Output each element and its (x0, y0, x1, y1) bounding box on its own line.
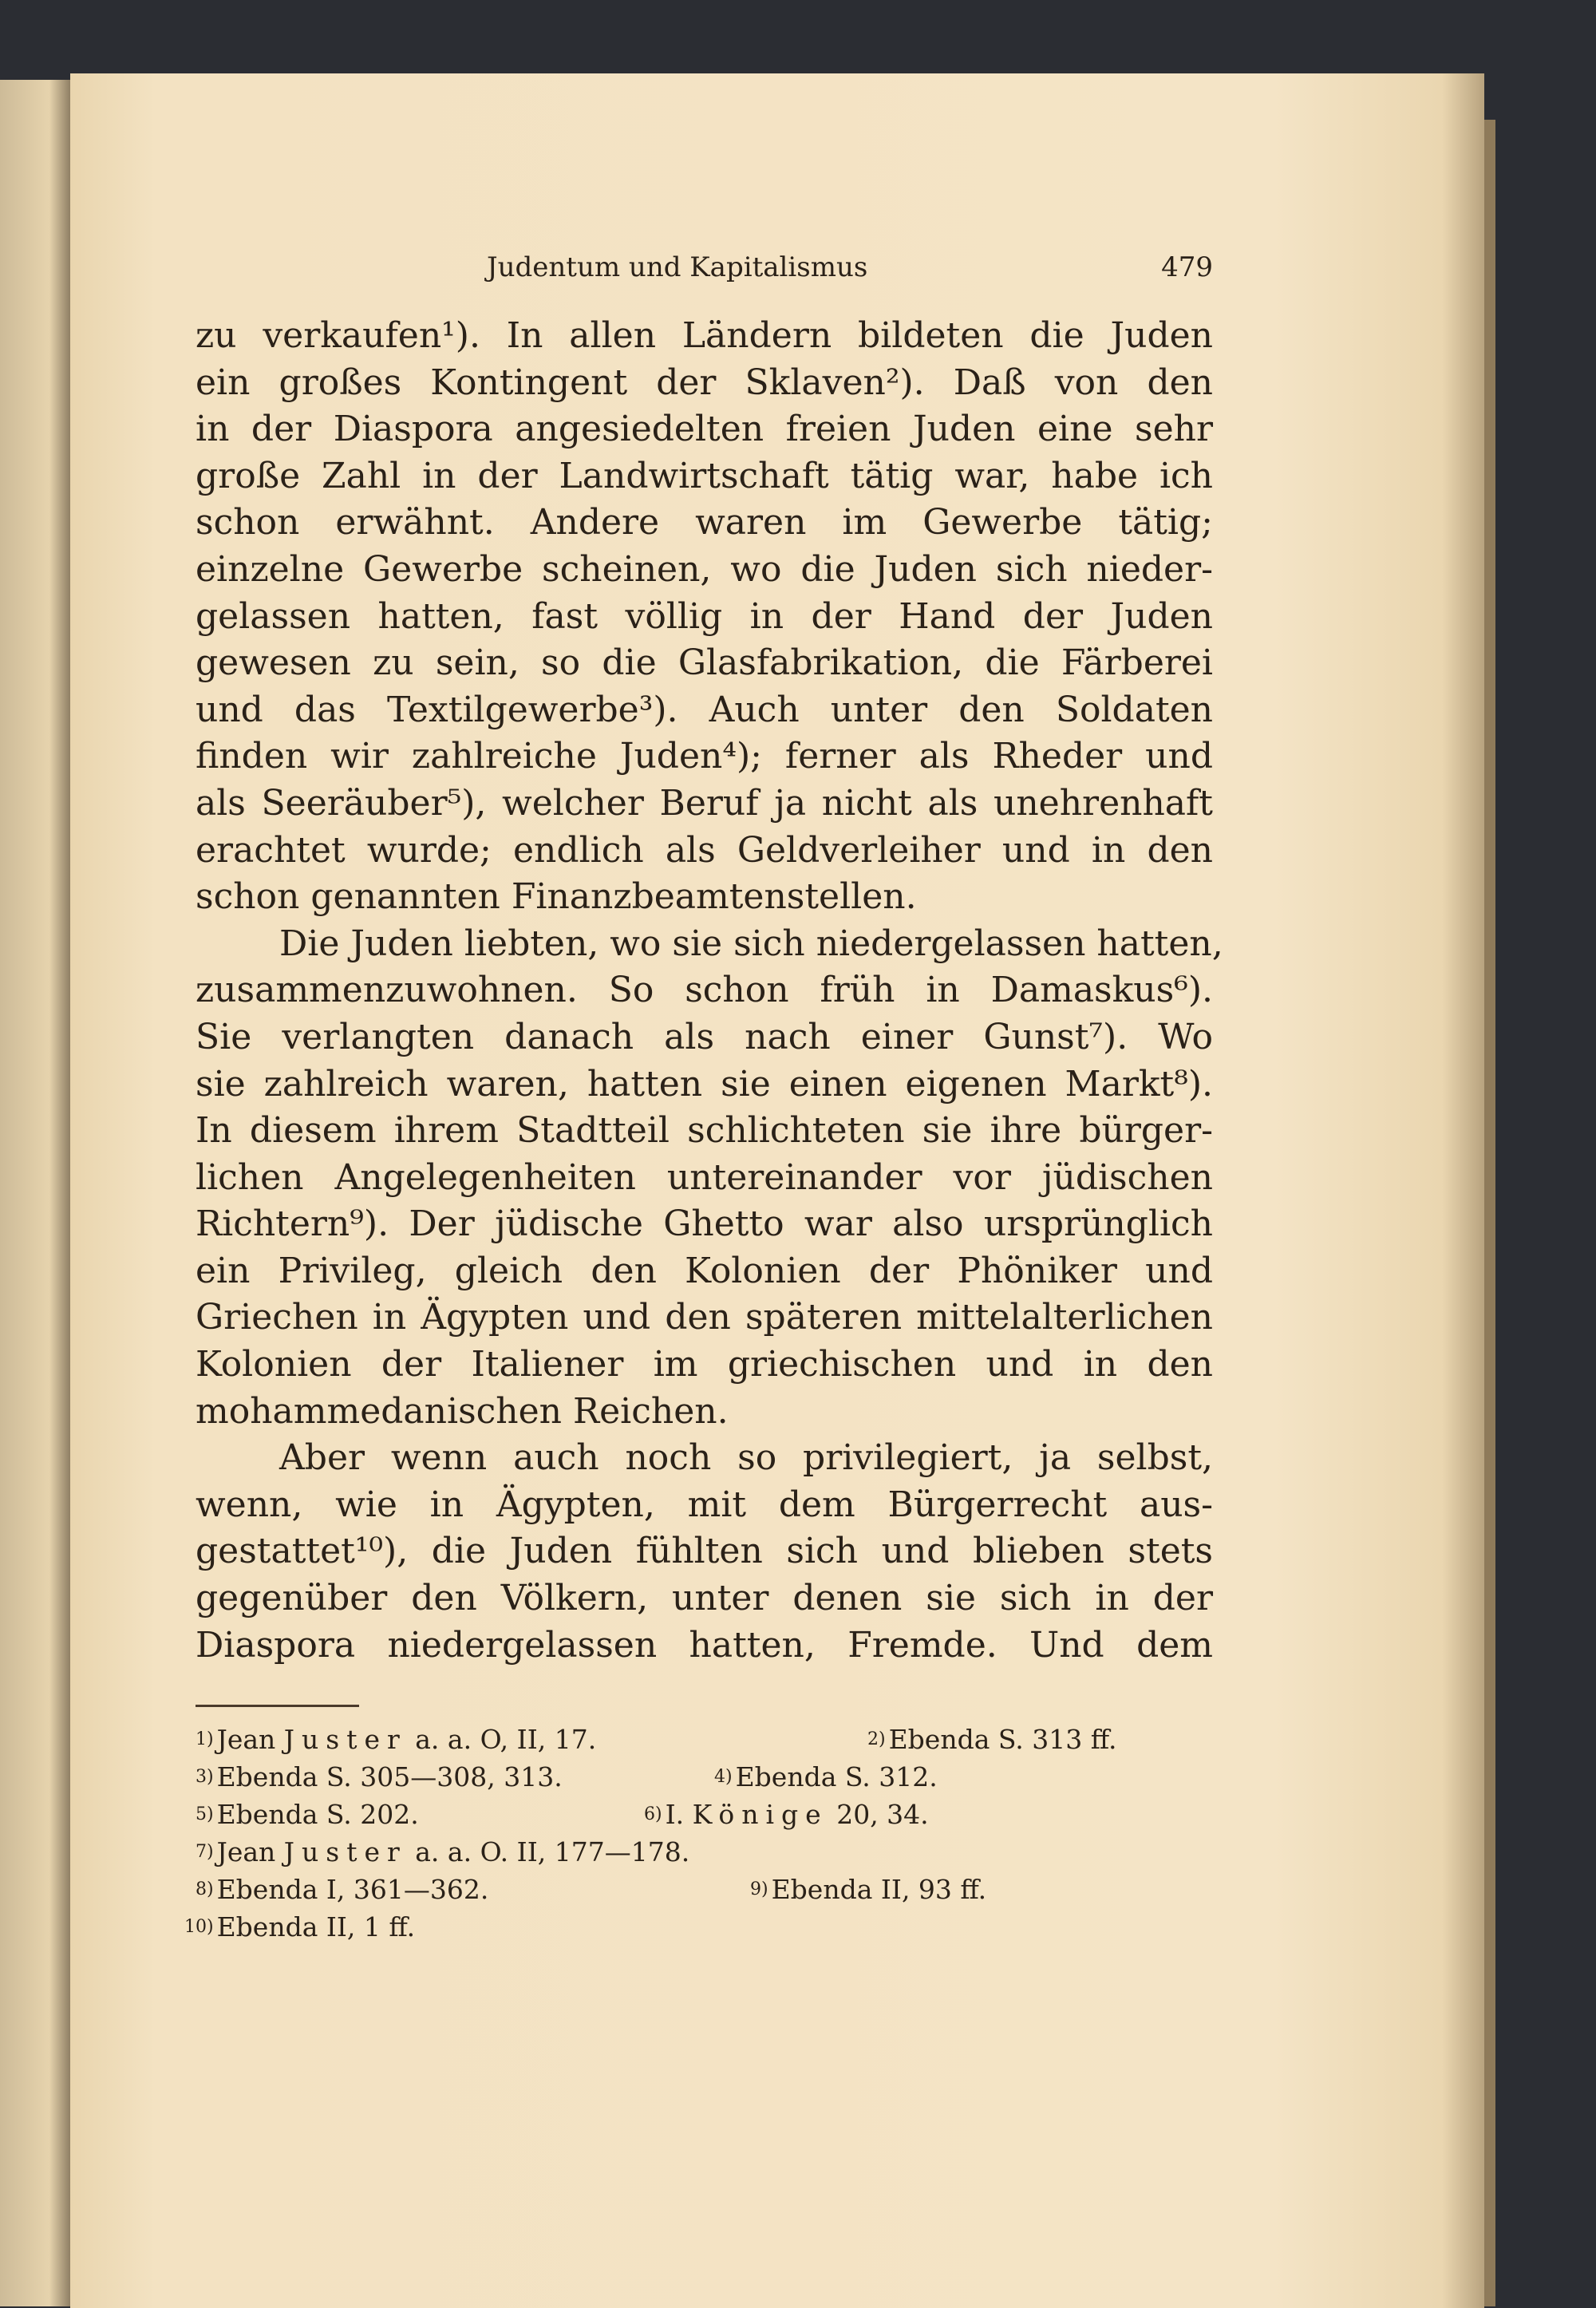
footnote (196, 1796, 419, 1833)
footnote (196, 1758, 563, 1796)
text-line: sie zahlreich waren, hatten sie einen eigenen Markt⁸). (196, 1063, 1213, 1105)
body-text (196, 313, 1223, 1669)
footnote-text: a. a. O, II, 17. (406, 1724, 597, 1755)
page-stack-edge (1484, 120, 1495, 2306)
text-line: gestattet¹⁰), die Juden fühlten sich und blieben stets (196, 1531, 1213, 1572)
footnote-rule (196, 1705, 359, 1707)
footnote-number: 1) (196, 1729, 214, 1749)
running-title: Judentum und Kapitalismus (487, 251, 868, 283)
text-line: Die Juden liebten, wo sie sich niedergelassen hatten, (279, 923, 1223, 964)
footnote-number: 2) (867, 1729, 886, 1749)
text-line: gewesen zu sein, so die Glasfabrikation, die Färberei (196, 642, 1213, 684)
footnote-text: Jean (216, 1724, 284, 1755)
text-line: zusammenzuwohnen. So schon früh in Damaskus⁶). (196, 970, 1213, 1011)
footnote (196, 1833, 689, 1871)
text-line: Diaspora niedergelassen hatten, Fremde. Und dem (196, 1624, 1213, 1666)
footnote-number: 3) (196, 1767, 214, 1787)
text-line: als Seeräuber⁵), welcher Beruf ja nicht als unehrenhaft (196, 782, 1213, 824)
text-line: Aber wenn auch noch so privilegiert, ja selbst, (279, 1437, 1213, 1479)
footnote-text: Ebenda I, 361—362. (216, 1874, 489, 1905)
footnote-text: 20, 34. (828, 1799, 929, 1830)
footnote-text: Ebenda II, 1 ff. (216, 1911, 416, 1942)
text-line: einzelne Gewerbe scheinen, wo die Juden sich nieder- (196, 548, 1213, 590)
footnotes (184, 1721, 1233, 1946)
footnote-text: Ebenda S. 312. (735, 1761, 938, 1792)
text-line: in der Diaspora angesiedelten freien Juden eine sehr (196, 409, 1213, 450)
footnote-number: 6) (644, 1804, 662, 1824)
page-number: 479 (1161, 251, 1213, 283)
text-line: finden wir zahlreiche Juden⁴); ferner als Rheder und (196, 736, 1213, 777)
text-line: Sie verlangten danach als nach einer Gunst⁷). Wo (196, 1016, 1213, 1057)
footnote-author: Juster (283, 1724, 407, 1755)
footnote-author: Juster (283, 1836, 407, 1867)
text-line: schon erwähnt. Andere waren im Gewerbe tätig; (196, 502, 1213, 543)
footnote (750, 1871, 986, 1908)
facing-page-edge (0, 80, 70, 2306)
footnote-text: Ebenda S. 305—308, 313. (216, 1761, 563, 1792)
text-line: schon genannten Finanzbeamtenstellen. (196, 876, 917, 918)
footnote-text: Ebenda II, 93 ff. (771, 1874, 987, 1905)
footnote-number: 5) (196, 1804, 214, 1824)
footnote (644, 1796, 929, 1833)
footnote-author: Könige (692, 1799, 828, 1830)
text-line: ein großes Kontingent der Sklaven²). Daß von den (196, 362, 1213, 403)
text-line: lichen Angelegenheiten untereinander vor jüdischen (196, 1156, 1213, 1198)
footnote (867, 1721, 1117, 1758)
text-line: gelassen hatten, fast völlig in der Hand der Juden (196, 595, 1213, 637)
text-line: Richtern⁹). Der jüdische Ghetto war also ursprünglich (196, 1203, 1213, 1245)
footnote (196, 1871, 488, 1908)
footnote-text: I. (665, 1799, 693, 1830)
footnote-text: Ebenda S. 202. (216, 1799, 419, 1830)
footnote-number: 9) (750, 1879, 768, 1899)
text-line: In diesem ihrem Stadtteil schlichteten sie ihre bürger- (196, 1110, 1213, 1152)
footnote-number: 8) (196, 1879, 214, 1899)
running-header (196, 251, 1213, 291)
footnote-text: a. a. O. II, 177—178. (406, 1836, 690, 1867)
text-line: und das Textilgewerbe³). Auch unter den Soldaten (196, 689, 1213, 730)
text-line: ein Privileg, gleich den Kolonien der Phöniker und (196, 1250, 1213, 1291)
text-line: mohammedanischen Reichen. (196, 1390, 729, 1432)
text-line: gegenüber den Völkern, unter denen sie sich in der (196, 1578, 1213, 1619)
text-line: erachtet wurde; endlich als Geldverleiher und in den (196, 829, 1213, 871)
footnote (196, 1721, 596, 1758)
footnote-text: Jean (216, 1836, 284, 1867)
footnote-number: 10) (184, 1917, 214, 1937)
text-line: Kolonien der Italiener im griechischen und in den (196, 1344, 1213, 1385)
text-line: Griechen in Ägypten und den späteren mittelalterlichen (196, 1297, 1213, 1338)
footnote (714, 1758, 938, 1796)
footnote-number: 7) (196, 1842, 214, 1862)
footnote-number: 4) (714, 1767, 733, 1787)
text-line: wenn, wie in Ägypten, mit dem Bürgerrecht aus- (196, 1484, 1213, 1525)
text-line: große Zahl in der Landwirtschaft tätig war, habe ich (196, 455, 1213, 496)
footnote-text: Ebenda S. 313 ff. (888, 1724, 1117, 1755)
footnote (184, 1908, 415, 1946)
text-line: zu verkaufen¹). In allen Ländern bildeten die Juden (196, 315, 1213, 356)
